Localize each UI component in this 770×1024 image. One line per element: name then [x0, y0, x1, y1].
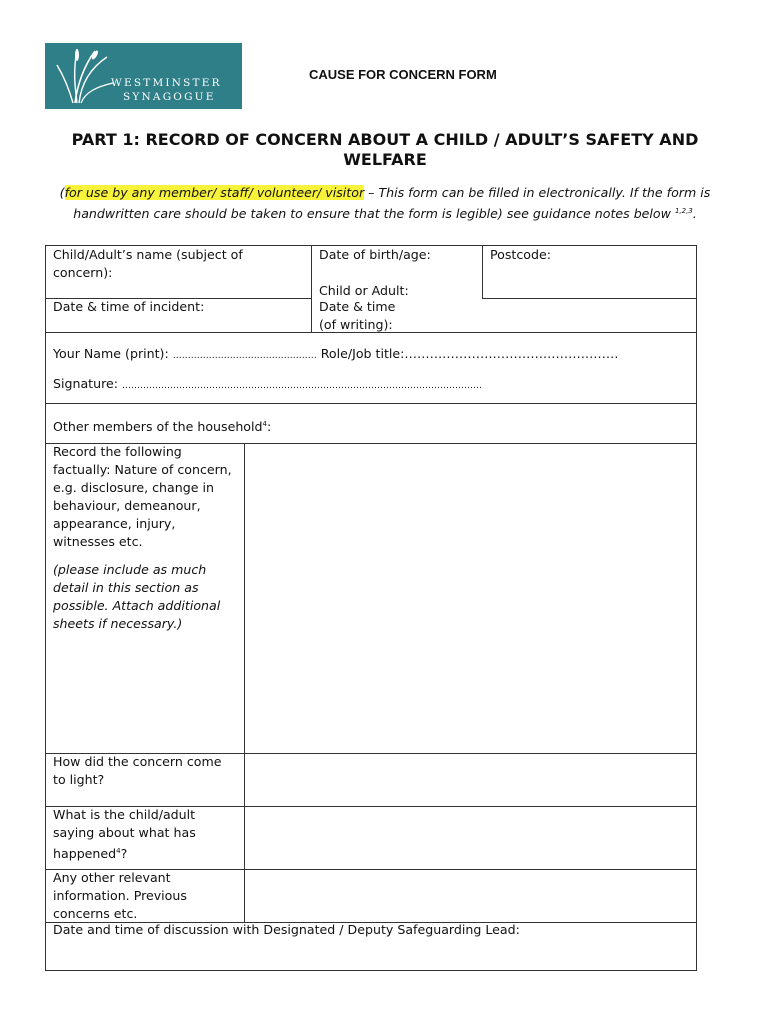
saying-label: What is the child/adult saying about what has happened$^4$?: [53, 807, 196, 862]
saying-input[interactable]: [246, 808, 696, 868]
intro-sup: 1,2,3: [674, 207, 693, 215]
child-or-adult-field[interactable]: Child or Adult:: [319, 283, 409, 298]
role-line: ……………………………………………: [404, 346, 619, 361]
part-title: PART 1: RECORD OF CONCERN ABOUT A CHILD / ADULT’S SAFETY AND WELFARE: [71, 130, 699, 169]
signature-row[interactable]: Signature: …………………………………………………………………………………………………………: [53, 376, 483, 391]
your-name-row[interactable]: Your Name (print): ………………………………………… Role/Job title:……………………………………………: [53, 346, 619, 361]
record-label: Record the following factually: Nature of concern, e.g. disclosure, change in behaviour, demeanour, appearance, injury, witnesses etc. (please include as much detail in this section as possible. Attach additional sheets if necessary.): [53, 443, 238, 633]
dob-field[interactable]: Date of birth/age:: [319, 247, 431, 262]
intro-text: (for use by any member/ staff/ volunteer/ visitor – This form can be filled in electronically. If the form is handwritten care should be taken to ensure that the form is legible) see guidance notes below $^{1,2,3}$.: [59, 185, 711, 222]
logo-line-2: SYNAGOGUE: [123, 91, 216, 103]
discussion-field[interactable]: Date and time of discussion with Designated / Deputy Safeguarding Lead:: [53, 922, 520, 937]
postcode-field[interactable]: Postcode:: [490, 247, 551, 262]
signature-line: …………………………………………………………………………………………………………: [122, 381, 483, 391]
westminster-synagogue-logo: [45, 43, 242, 109]
name-line: …………………………………………: [172, 351, 317, 361]
intro-highlight: for use by any member/ staff/ volunteer/ visitor: [64, 185, 365, 200]
record-input[interactable]: [246, 445, 696, 752]
how-label: How did the concern come to light?: [53, 754, 222, 787]
intro-body: – This form can be filled in electronically. If the form is handwritten care should be taken to ensure that the form is legible) see guidance notes below: [73, 185, 711, 222]
household-field[interactable]: Other members of the household$^4$:: [53, 419, 272, 435]
other-info-input[interactable]: [246, 871, 696, 921]
form-title: CAUSE FOR CONCERN FORM: [309, 67, 497, 82]
logo-line-1: WESTMINSTER: [111, 77, 222, 89]
how-input[interactable]: [246, 755, 696, 805]
record-note: (please include as much detail in this section as possible. Attach additional sheets if necessary.): [53, 562, 221, 631]
other-info-label: Any other relevant information. Previous concerns etc.: [53, 870, 187, 921]
writing-datetime-field[interactable]: Date & time (of writing):: [319, 299, 396, 332]
child-name-field[interactable]: Child/Adult’s name (subject of concern):: [53, 247, 243, 280]
reed-icon: [55, 47, 115, 105]
incident-datetime-field[interactable]: Date & time of incident:: [53, 299, 205, 314]
